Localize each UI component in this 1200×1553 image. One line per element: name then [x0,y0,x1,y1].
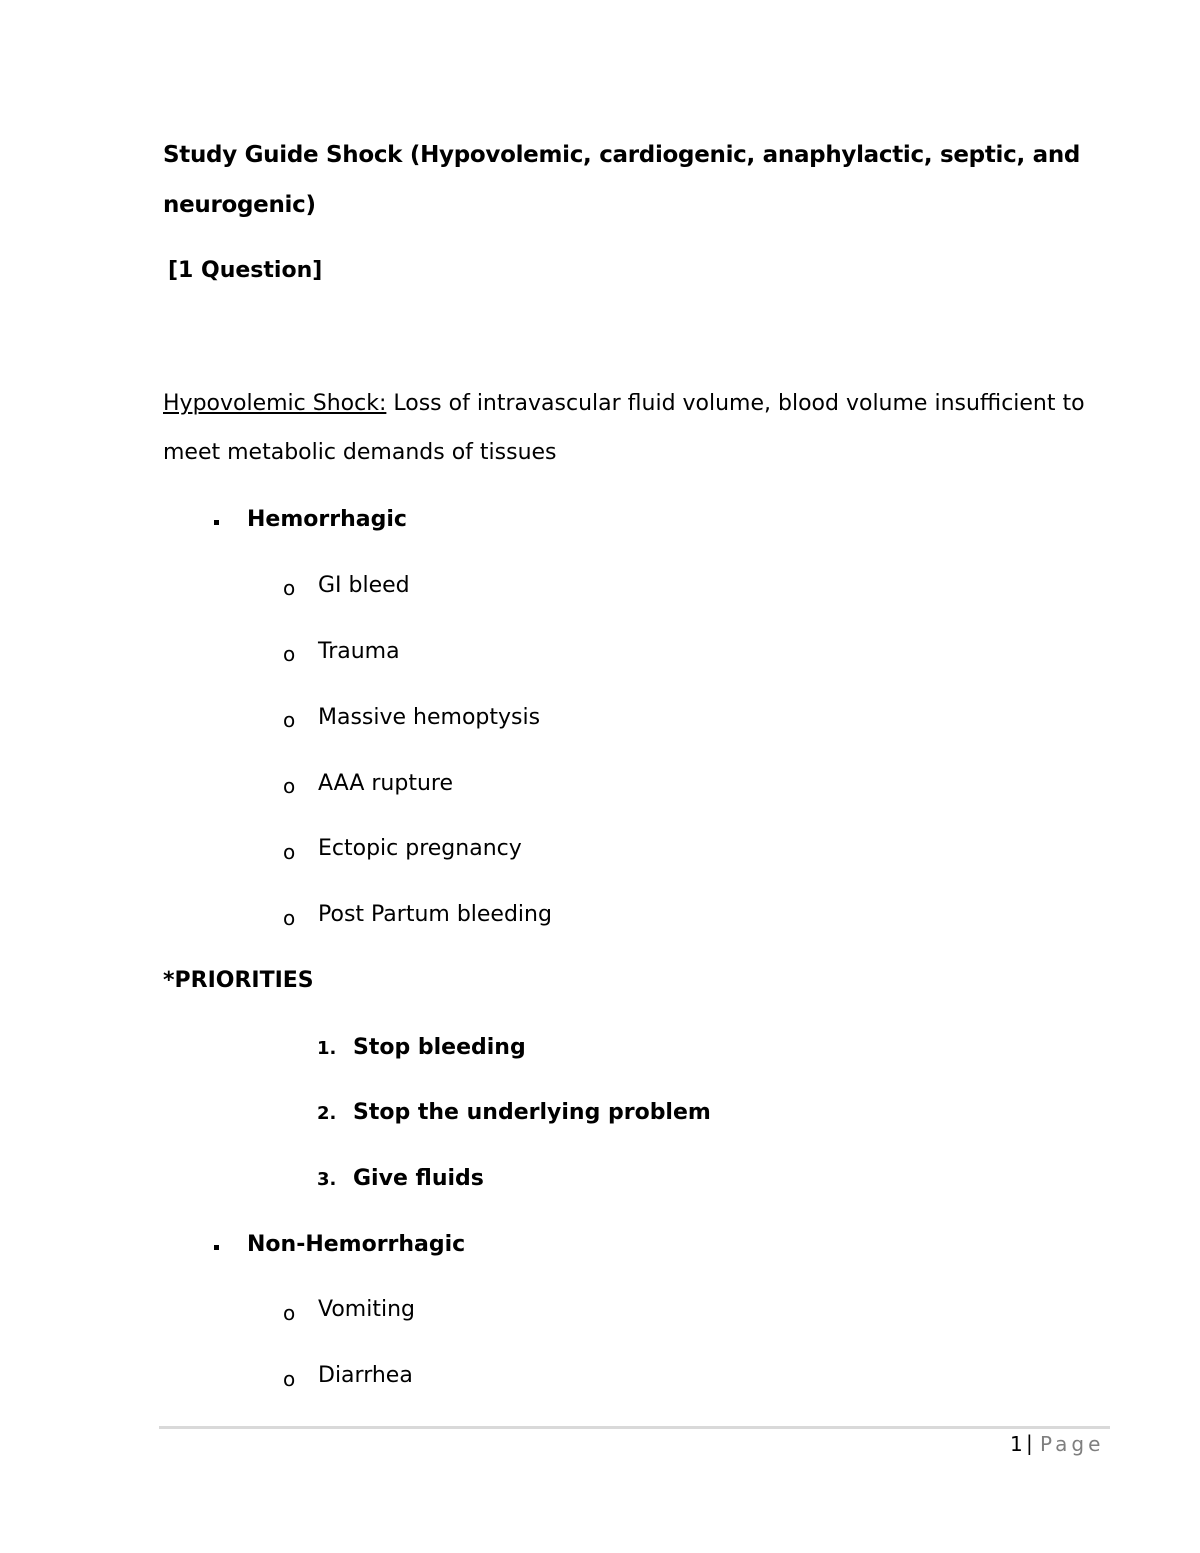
circle-bullet-icon: o [283,1301,296,1325]
footer-page-label: Page [1040,1432,1105,1456]
list-item: GI bleed [318,573,410,598]
priority-item: Give fluids [353,1166,484,1191]
list-item: Diarrhea [318,1363,413,1388]
hypovolemic-heading: Hypovolemic Shock: [163,391,387,416]
priority-item: Stop the underlying problem [353,1100,711,1125]
circle-bullet-icon: o [283,708,296,732]
list-item: Trauma [318,639,400,664]
circle-bullet-icon: o [283,1367,296,1391]
priority-number: 2. [317,1103,337,1124]
square-bullet-icon [214,520,219,525]
hemorrhagic-label: Hemorrhagic [247,507,407,532]
non-hemorrhagic-label: Non-Hemorrhagic [247,1232,466,1257]
list-item: Vomiting [318,1297,415,1322]
circle-bullet-icon: o [283,906,296,930]
list-item: Ectopic pregnancy [318,836,522,861]
hypovolemic-definition-text: Loss of intravascular fluid volume, blood volume insufficient to [386,391,1085,416]
hypovolemic-definition-line-2: meet metabolic demands of tissues [163,440,557,465]
list-item: AAA rupture [318,771,453,796]
document-title-line-1: Study Guide Shock (Hypovolemic, cardiogenic, anaphylactic, septic, and [163,142,1081,168]
circle-bullet-icon: o [283,642,296,666]
document-title-line-2: neurogenic) [163,192,316,218]
circle-bullet-icon: o [283,774,296,798]
footer-separator: | [1026,1431,1033,1455]
priorities-heading: *PRIORITIES [163,968,314,993]
circle-bullet-icon: o [283,840,296,864]
footer-page-number: 1 [1010,1432,1023,1456]
list-item: Massive hemoptysis [318,705,541,730]
priority-number: 3. [317,1169,337,1190]
footer-divider [159,1426,1110,1429]
list-item: Post Partum bleeding [318,902,552,927]
square-bullet-icon [214,1245,219,1250]
question-count: [1 Question] [168,258,323,283]
hypovolemic-definition-line-1 [163,393,1085,415]
circle-bullet-icon: o [283,576,296,600]
priority-number: 1. [317,1038,337,1059]
priority-item: Stop bleeding [353,1035,526,1060]
